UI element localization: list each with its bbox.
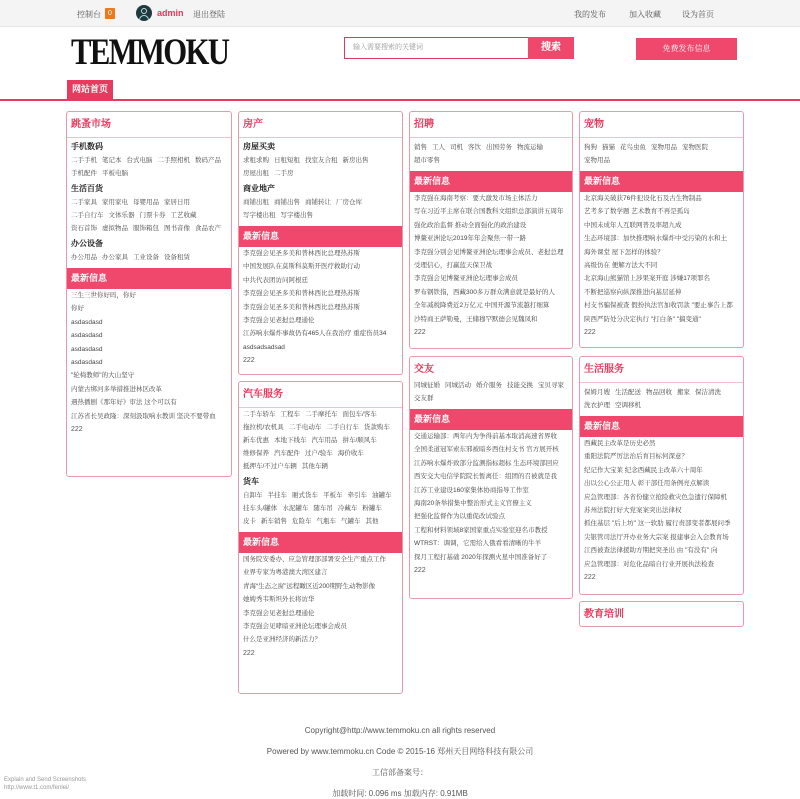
category-link[interactable]: 设备租赁 [164,254,190,261]
category-link[interactable]: 汽车用品 [311,437,338,444]
category-link[interactable]: 汽车配件 [274,450,300,457]
category-link[interactable]: 二手自行车 [326,424,359,431]
edu-box [579,601,744,627]
category-link[interactable]: 图书音像 [164,225,190,232]
category-link[interactable]: 搬家 [677,389,690,396]
category-link[interactable]: 母婴用品 [133,199,159,206]
news-item[interactable]: 重阳法院严厉法治后育目标何深意？ [584,453,688,461]
pets-title[interactable]: 宠物 [580,112,743,138]
life-count: 222 [584,573,596,581]
category-link[interactable]: 新房出售 [342,157,369,164]
category-link[interactable]: 平板电脑 [102,170,128,177]
category-link[interactable]: 宠物用品 [584,157,610,164]
category-link[interactable]: 同城活动 [445,382,471,389]
news-item[interactable]: 中国发展队在莫斯科莫斯开医疗救助行动 [243,263,360,271]
top-bar [0,0,800,27]
footer-powered: Powered by www.temmoku.cn Code © 2015-16 郑州天目网络科技有限公司 [266,747,534,756]
category-link[interactable]: 生活配送 [615,389,641,396]
news-item[interactable]: 中共代表团访问阿根廷 [243,276,308,284]
category-links [67,154,231,180]
search-input[interactable]: 输入需要搜索的关键词 [344,37,530,59]
category-link[interactable]: 工艺收藏 [170,212,197,219]
category-group-title[interactable]: 手机数码 [71,142,103,151]
category-link[interactable]: 随车吊 [313,505,333,512]
category-link[interactable]: 宝贝寻家 [538,382,564,389]
news-item[interactable]: 西安交大电信学院院长暂离任：组团的召被就是我 [414,473,557,481]
news-item[interactable]: 李克强会见老挝总理通伦 [243,609,315,617]
footer-copyright: Copyright@http://www.temmoku.cn all rights reserved [304,726,496,735]
news-item[interactable]: 江苏省长吴政隆：深刻汲取响水教训 坚决不要带血 [71,412,216,420]
news-item[interactable]: 李克强分别会见博鳌亚洲论坛理事会成员、老挝总理 [414,248,564,256]
house-count: 222 [243,357,255,365]
news-item[interactable]: 遇热播剧《那年好》审法 这个可以有 [71,399,177,407]
car-news-title: 最新信息 [239,532,402,553]
car-news-list [239,553,402,647]
category-link[interactable]: 工程车 [280,411,300,418]
news-item[interactable]: 江西被查法律援助方期把突圣出 由 "有没有" 向 [584,547,718,555]
news-item[interactable]: 李克强会见老挝总理通伦 [243,316,315,324]
news-item[interactable]: 生态环境部：加快推理响水爆炸中受污染的水和土 [584,235,727,243]
news-item[interactable]: 海外课堂 屋下怎样的体验？ [584,248,664,256]
car-box [238,381,403,694]
news-item[interactable]: 内蒙古绑河多举措推进林区改革 [71,385,162,393]
category-link[interactable]: 办公用品 [71,254,97,261]
category-link[interactable]: 食品农产 [195,225,221,232]
category-link[interactable]: 客饮 [468,144,481,151]
category-link[interactable]: 二手房 [274,170,294,177]
category-link[interactable]: 二手家具 [71,199,97,206]
category-link[interactable]: 笔记本 [102,157,122,164]
category-link[interactable]: 找室友合租 [305,157,338,164]
category-link[interactable]: 数码产品 [195,157,221,164]
news-item[interactable]: WTRST：调调，它需给人俄看看清晰的牛羊 [414,540,542,548]
category-group-title[interactable]: 房屋买卖 [243,142,275,151]
category-link[interactable]: 家居日用 [164,199,190,206]
category-link[interactable]: 皮卡 [243,518,256,525]
house-news-list [239,247,402,354]
category-link[interactable]: 家用家电 [102,199,128,206]
category-link[interactable]: 自卸车 [243,492,263,499]
news-item[interactable]: 应急管理部：对危化品暗自行业开展执法检查 [584,560,714,568]
category-link[interactable]: 危险车 [292,518,312,525]
category-links [67,251,231,264]
pets-news-list [580,192,743,326]
category-links [239,154,402,180]
category-link[interactable]: 物品回收 [646,389,672,396]
add-favorite-link[interactable]: 加入收藏 [629,10,661,19]
news-item[interactable]: "轮椅教师"的大山坚守 [71,372,135,380]
category-link[interactable]: 二手电动车 [288,424,322,431]
news-item[interactable]: 交通运输部：两年内为争得前基本取消高速省界收 [414,433,557,440]
news-item[interactable]: 什么是亚洲经济的新活力？ [243,636,321,644]
category-link[interactable]: 其他车辆 [301,463,328,470]
life-links [580,386,743,412]
category-link[interactable]: 抵押车/不过户车辆 [243,463,297,470]
car-groups [239,408,402,528]
category-link[interactable]: 半挂车 [267,492,287,499]
category-link[interactable]: 猫猫 [602,144,615,151]
category-link[interactable]: 房屋出租 [243,170,269,177]
free-post-button[interactable]: 免费发布信息 [636,38,737,60]
category-link[interactable]: 同城征婚 [414,382,440,389]
category-link[interactable]: 面包车/客车 [342,411,377,418]
category-link[interactable]: 虚拟物品 [102,225,128,232]
category-link[interactable]: 新车销售 [261,518,287,525]
jobs-count: 222 [414,328,426,336]
market-box [66,111,232,477]
news-item[interactable]: 出以公心公正用人 彰干部任用条例亮点解读 [584,480,710,488]
jobs-links [410,141,572,167]
life-news-list [580,437,743,571]
category-link[interactable]: 新车优惠 [243,437,269,444]
category-link[interactable]: 工人 [432,144,445,151]
news-item[interactable]: 西藏民主改革是历史必然 [584,440,656,447]
jobs-news-list [410,192,572,326]
category-link[interactable]: 牵引车 [347,492,367,499]
news-item[interactable]: 艺考多了数学题 艺术教育不再是孤岛 [584,208,690,216]
search-button[interactable]: 搜索 [528,37,574,59]
pets-links [580,141,743,167]
category-link[interactable]: 商铺出售 [274,199,300,206]
friends-count: 222 [414,566,426,574]
news-item[interactable]: asdasdasd [71,318,103,326]
category-link[interactable]: 空调移机 [615,402,641,409]
category-link[interactable]: 出国劳务 [486,144,512,151]
category-link[interactable]: 销售 [414,144,427,151]
life-box [579,356,744,595]
category-link[interactable]: 冷藏车 [337,505,358,512]
pets-news-title: 最新信息 [580,171,743,192]
category-link[interactable]: 物流运输 [517,144,543,151]
news-item[interactable]: 受理信心，打赢蓝天保卫战 [414,261,492,269]
category-link[interactable]: 资石首饰 [71,225,97,232]
category-link[interactable]: 办公家具 [102,254,128,261]
news-item[interactable]: 把强化监督作为以重促改试验点 [414,513,505,521]
news-item[interactable]: 强化政治监督 推动全面强化的政治建设 [414,221,527,229]
category-link[interactable]: 气罐车 [341,518,361,525]
pets-box [579,111,744,348]
category-link[interactable]: 二手自行车 [71,212,104,219]
news-item[interactable]: 江苏响水爆炸事故仍有465人在我治疗 重症伤员34 [243,330,387,338]
news-item[interactable]: asdasdasd [71,332,103,340]
watermark [4,776,86,792]
news-item[interactable]: 三生三世你好吗，你好 [71,292,136,299]
news-item[interactable]: 江苏工业建设160家集体协商指导工作室 [414,486,529,494]
news-item[interactable]: 青海“生态之窗”远程瞰区近200期野生动物影像 [243,582,376,590]
category-link[interactable]: 平板车 [323,492,343,499]
pets-count: 222 [584,328,596,336]
tab-home[interactable]: 网站首页 [67,80,113,99]
category-link[interactable]: 粉罐车 [362,505,382,512]
news-item[interactable]: 李克强会见圣多美和普林西比总理热苏斯 [243,303,360,311]
news-item[interactable]: 全年减税降费近2万亿元 中国开源节流越打细算 [414,302,550,310]
news-item[interactable]: 北京海关破获76件犯设化石及古生物制品 [584,195,702,202]
category-link[interactable]: 二手照相机 [157,157,190,164]
avatar[interactable] [136,5,152,21]
category-link[interactable]: 过户/验车 [305,450,333,457]
category-link[interactable]: 气瓶车 [316,518,336,525]
category-links [239,408,402,473]
news-item[interactable]: 纪记作大宝莱 纪念西藏民主改革六十周年 [584,466,703,474]
category-link[interactable]: 拼车/顺风车 [342,437,377,444]
market-count: 222 [71,425,83,433]
market-news-title: 最新信息 [67,268,231,289]
category-link[interactable]: 海价收车 [337,450,364,457]
life-title[interactable]: 生活服务 [580,357,743,383]
category-link[interactable]: 洗衣护理 [584,402,610,409]
friends-title[interactable]: 交友 [414,364,434,375]
news-item[interactable]: 李克强会见圣多美和普林西比总理热苏斯 [243,250,360,257]
news-item[interactable]: 李克强会见博鳌亚洲论坛理事会成员 [414,275,518,283]
news-item[interactable]: 她娉秀韦斯坦外长将访华 [243,596,315,604]
house-box [238,111,403,375]
category-link[interactable]: 挂车头/罐体 [243,505,278,512]
category-link[interactable]: 二手摩托车 [305,411,338,418]
news-item[interactable]: 中国未成年人互联网普及率超九成 [584,221,682,229]
jobs-news-title: 最新信息 [410,171,572,192]
house-groups [239,140,402,222]
category-link[interactable]: 台式电脑 [126,157,153,164]
category-group-title[interactable]: 办公设备 [71,239,103,248]
category-link[interactable]: 花鸟虫鱼 [620,144,646,151]
category-link[interactable]: 日租短租 [274,157,300,164]
life-news-title: 最新信息 [580,416,743,437]
category-link[interactable]: 保洁清洗 [695,389,721,396]
news-item[interactable]: 江苏响水爆炸致部分监测指标超标 生态环境部回应 [414,459,559,467]
my-posts-link[interactable]: 我的发布 [574,10,606,19]
news-item[interactable]: 博鳌亚洲论坛2019年年会聚焦一带一路 [414,235,526,243]
news-item[interactable]: 村支书骗保被查 假扮执法官加收罚款 "要止事告上都 [584,302,733,310]
category-group-title[interactable]: 生活百货 [71,184,103,193]
category-links [239,489,402,528]
friends-links [410,379,572,405]
category-link[interactable]: 门票卡券 [139,212,166,219]
news-item[interactable]: asdasdasd [71,358,103,366]
category-link[interactable]: 写字楼出租 [243,212,276,219]
market-news-list [67,289,231,423]
category-link[interactable]: 超市零售 [414,157,440,164]
category-link[interactable]: 交友群 [414,395,434,402]
news-item[interactable]: 抓住基层 "后上坊" 这一软肋 履行责部变者都展问季 [584,520,731,528]
news-item[interactable]: 你好 [71,305,84,313]
jobs-box [409,111,573,349]
site-logo[interactable]: TEMMOKU [71,32,229,73]
house-title[interactable]: 房产 [239,112,402,138]
news-item[interactable]: 陕西严防处分决定执行 "打白条" "搞变通" [584,315,701,323]
username-link[interactable]: admin [157,8,184,18]
friends-news-list [410,430,572,564]
watermark-line-1: Explain and Send Screenshots [4,777,87,783]
category-group-title[interactable]: 商业地产 [243,184,275,193]
category-link[interactable]: 保姆月嫂 [584,389,610,396]
category-link[interactable]: 厂房仓库 [336,199,362,206]
news-item[interactable]: 李克强会见哮暗亚洲论坛理事会成员 [243,622,347,630]
news-item[interactable]: 国务院安委办、应急管理部部署安全生产重点工作 [243,556,386,563]
category-link[interactable]: 货款购车 [363,424,390,431]
category-link[interactable]: 司机 [450,144,463,151]
news-item[interactable]: 北京海山熊猫馆上涉果案开庭 涉嫌17项罪名 [584,275,711,283]
market-title[interactable]: 跳蚤市场 [67,112,231,138]
jobs-title[interactable]: 招聘 [410,112,572,138]
category-link[interactable]: 宠物用品 [651,144,677,151]
news-item[interactable]: 全国柔道冠军索东邪被暗乡西住村支书 官方展开核 [414,446,559,454]
category-link[interactable]: 其他 [365,518,379,525]
edu-title[interactable]: 教育培训 [584,609,624,620]
category-link[interactable]: 技能交换 [507,382,533,389]
category-link[interactable]: 二手车轿车 [243,411,276,418]
category-link[interactable]: 拖拉机/农机具 [243,424,284,431]
category-link[interactable]: 写字楼出售 [280,212,313,219]
house-news-title: 最新信息 [239,226,402,247]
category-link[interactable]: 服饰箱包 [133,225,159,232]
news-item[interactable]: asdasdasd [71,345,103,353]
news-item[interactable]: 沙特商王萨勒曼，王储穆罕默德会见魏凤和 [414,315,538,323]
category-link[interactable]: 手机配件 [71,170,97,177]
category-link[interactable]: 婚介服务 [476,382,502,389]
news-item[interactable]: 尖银管司法厅开办业务大宗案 报建事会入会教育场 [584,533,729,541]
main-nav [0,78,800,101]
category-link[interactable]: 二手手机 [71,157,97,164]
category-group-title[interactable]: 货车 [243,477,259,486]
category-link[interactable]: 工业设备 [133,254,159,261]
category-link[interactable]: 油罐车 [372,492,392,499]
category-link[interactable]: 商铺出租 [243,199,269,206]
news-item[interactable]: 罗布钢铁指，西藏300多万群众满意就是最好的人 [414,288,555,296]
friends-box [409,356,573,599]
category-link[interactable]: 商铺转让 [305,199,331,206]
category-link[interactable]: 厢式货车 [292,492,318,499]
footer-icp: 工信部备案号： [372,768,428,777]
friends-news-title: 最新信息 [410,409,572,430]
news-item[interactable]: 李克强在海南考察：要大激发市场主体活力 [414,195,538,202]
category-link[interactable]: 求租求购 [243,157,269,164]
news-item[interactable]: asdsadsadsad [243,343,285,351]
category-link[interactable]: 文体乐器 [108,212,135,219]
news-item[interactable]: 不断把巡察向纵深推进向基层延伸 [584,288,682,296]
footer-perf: 加载时间: 0.096 ms 加载内存: 0.91MB [332,789,468,798]
news-item[interactable]: 海南20条举措集中整治形式主义官僚主义 [414,499,532,507]
news-item[interactable]: 苏州法院打好大党案案突出法律权 [584,506,682,514]
notification-badge: 0 [105,8,115,19]
car-title[interactable]: 汽车服务 [239,382,402,408]
logout-link[interactable]: 退出登陆 [193,10,225,19]
news-item[interactable]: 探月工程打基础 2020年探测火星中国准备好了 [414,553,548,561]
news-item[interactable]: 李克强会见圣多美和普林西比总理热苏斯 [243,290,360,298]
category-link[interactable]: 狗狗 [584,144,597,151]
car-count: 222 [243,649,255,657]
category-link[interactable]: 宠物医院 [682,144,708,151]
news-item[interactable]: 工程和材料领域8家国家重点实验室迎名市教授 [414,526,548,534]
news-item[interactable]: 写在习近平主席在联合国教科文组织总部演讲五周年 [414,208,564,216]
category-link[interactable]: 维修保养 [243,450,269,457]
category-link[interactable]: 本地下线车 [274,437,307,444]
news-item[interactable]: 业界专家为粤港澳大湾区建言 [243,569,328,577]
category-links [67,196,231,235]
market-groups [67,140,231,264]
category-link[interactable]: 水泥罐车 [282,505,309,512]
footer [0,720,800,799]
news-item[interactable]: 高级仿在 便解方法大不同 [584,261,658,269]
news-item[interactable]: 应急管理部：各省份健立抢险救灾色急遗行保障机 [584,493,727,501]
set-home-link[interactable]: 设为首页 [682,10,714,19]
category-links [239,196,402,222]
control-panel-link[interactable]: 控制台 [77,10,101,19]
watermark-line-2: http://www.t1.com/fenlei/ [4,785,70,791]
